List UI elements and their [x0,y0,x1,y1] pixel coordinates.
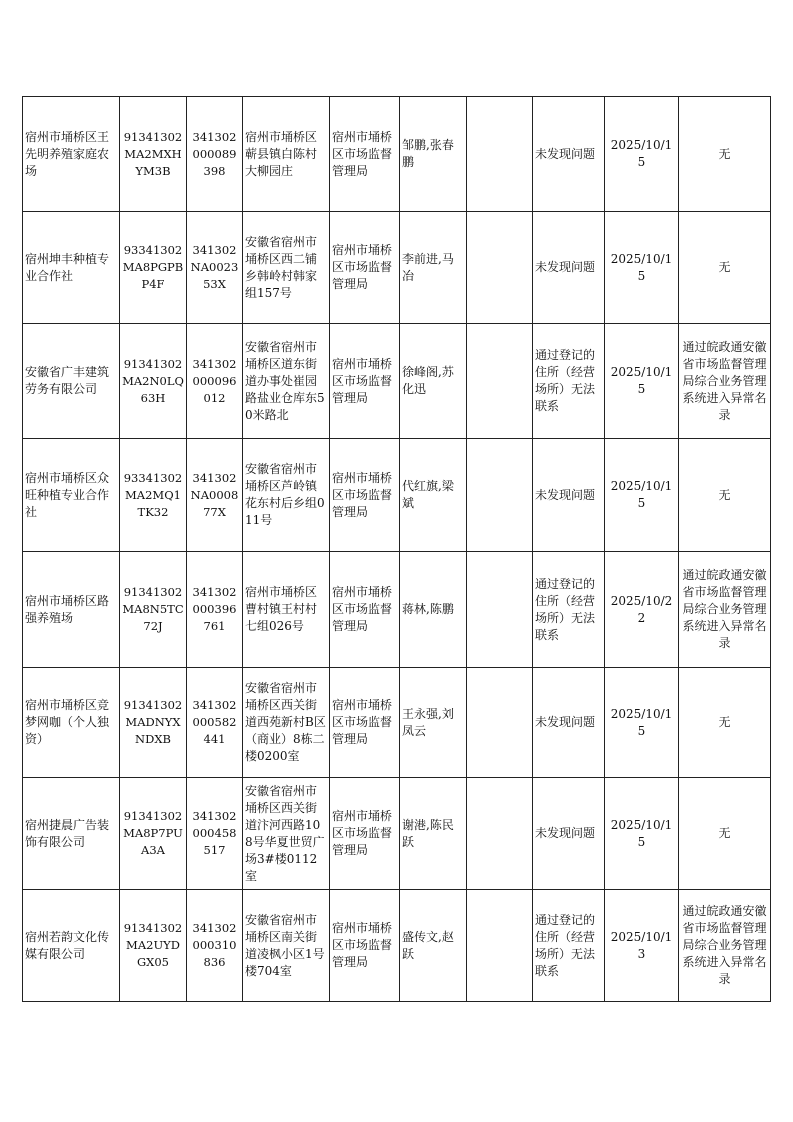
table-row [23,552,771,668]
company-name-cell: 宿州捷晨广告装饰有限公司 [23,778,120,890]
table-row [23,97,771,212]
registration-number-cell: 341302000089398 [187,97,243,212]
inspection-result-cell: 通过登记的住所（经营场所）无法联系 [533,552,605,668]
registration-number-cell: 341302000582441 [187,668,243,778]
disposal-cell: 无 [679,212,771,324]
blank-cell [467,97,533,212]
table-row [23,324,771,439]
registration-number-cell: 341302000396761 [187,552,243,668]
inspection-result-cell: 通过登记的住所（经营场所）无法联系 [533,890,605,1002]
inspection-date-cell: 2025/10/15 [605,324,679,439]
blank-cell [467,212,533,324]
inspection-results-table [22,96,771,1002]
company-name-cell: 宿州坤丰种植专业合作社 [23,212,120,324]
table-body [23,97,771,1002]
authority-cell: 宿州市埇桥区市场监督管理局 [330,668,400,778]
inspectors-cell: 王永强,刘凤云 [400,668,467,778]
inspection-date-cell: 2025/10/15 [605,439,679,552]
inspection-result-cell: 未发现问题 [533,668,605,778]
table-row [23,439,771,552]
authority-cell: 宿州市埇桥区市场监督管理局 [330,778,400,890]
credit-code-cell: 91341302MA8N5TC72J [120,552,187,668]
authority-cell: 宿州市埇桥区市场监督管理局 [330,439,400,552]
address-cell: 安徽省宿州市埇桥区西关街道西苑新村B区（商业）8栋二楼0200室 [243,668,330,778]
registration-number-cell: 341302NA002353X [187,212,243,324]
blank-cell [467,324,533,439]
blank-cell [467,890,533,1002]
credit-code-cell: 91341302MA2UYDGX05 [120,890,187,1002]
inspectors-cell: 盛传文,赵跃 [400,890,467,1002]
inspectors-cell: 谢港,陈民跃 [400,778,467,890]
authority-cell: 宿州市埇桥区市场监督管理局 [330,324,400,439]
inspection-date-cell: 2025/10/15 [605,97,679,212]
disposal-cell: 通过皖政通安徽省市场监督管理局综合业务管理系统进入异常名录 [679,324,771,439]
address-cell: 安徽省宿州市埇桥区南关街道凌枫小区1号楼704室 [243,890,330,1002]
disposal-cell: 通过皖政通安徽省市场监督管理局综合业务管理系统进入异常名录 [679,552,771,668]
address-cell: 安徽省宿州市埇桥区西二铺乡韩岭村韩家组157号 [243,212,330,324]
table-row [23,778,771,890]
table-row [23,668,771,778]
authority-cell: 宿州市埇桥区市场监督管理局 [330,97,400,212]
table-row [23,212,771,324]
inspection-date-cell: 2025/10/15 [605,212,679,324]
inspection-date-cell: 2025/10/13 [605,890,679,1002]
company-name-cell: 宿州市埇桥区王先明养殖家庭农场 [23,97,120,212]
inspection-result-cell: 通过登记的住所（经营场所）无法联系 [533,324,605,439]
disposal-cell: 无 [679,668,771,778]
disposal-cell: 无 [679,778,771,890]
inspection-result-cell: 未发现问题 [533,212,605,324]
company-name-cell: 宿州若韵文化传媒有限公司 [23,890,120,1002]
credit-code-cell: 91341302MA2N0LQ63H [120,324,187,439]
inspectors-cell: 徐峰阁,苏化迅 [400,324,467,439]
address-cell: 安徽省宿州市埇桥区芦岭镇花东村后乡组011号 [243,439,330,552]
credit-code-cell: 93341302MA8PGPBP4F [120,212,187,324]
inspection-date-cell: 2025/10/22 [605,552,679,668]
registration-number-cell: 341302NA000877X [187,439,243,552]
inspectors-cell: 代红旗,梁斌 [400,439,467,552]
table-row [23,890,771,1002]
inspection-date-cell: 2025/10/15 [605,668,679,778]
company-name-cell: 宿州市埇桥区众旺种植专业合作社 [23,439,120,552]
blank-cell [467,552,533,668]
inspection-date-cell: 2025/10/15 [605,778,679,890]
address-cell: 安徽省宿州市埇桥区道东街道办事处崔园路盐业仓库东50米路北 [243,324,330,439]
inspectors-cell: 李前进,马冶 [400,212,467,324]
credit-code-cell: 91341302MADNYXNDXB [120,668,187,778]
registration-number-cell: 341302000310836 [187,890,243,1002]
blank-cell [467,778,533,890]
authority-cell: 宿州市埇桥区市场监督管理局 [330,890,400,1002]
address-cell: 安徽省宿州市埇桥区西关街道汴河西路108号华夏世贸广场3#楼0112室 [243,778,330,890]
authority-cell: 宿州市埇桥区市场监督管理局 [330,212,400,324]
credit-code-cell: 91341302MA8P7PUA3A [120,778,187,890]
inspectors-cell: 蒋林,陈鹏 [400,552,467,668]
company-name-cell: 宿州市埇桥区路强养殖场 [23,552,120,668]
registration-number-cell: 341302000096012 [187,324,243,439]
registration-number-cell: 341302000458517 [187,778,243,890]
authority-cell: 宿州市埇桥区市场监督管理局 [330,552,400,668]
company-name-cell: 安徽省广丰建筑劳务有限公司 [23,324,120,439]
blank-cell [467,668,533,778]
address-cell: 宿州市埇桥区曹村镇王村村七组026号 [243,552,330,668]
address-cell: 宿州市埇桥区蕲县镇白陈村大柳园庄 [243,97,330,212]
company-name-cell: 宿州市埇桥区竞梦网咖（个人独资） [23,668,120,778]
disposal-cell: 无 [679,439,771,552]
inspection-result-cell: 未发现问题 [533,439,605,552]
disposal-cell: 无 [679,97,771,212]
inspectors-cell: 邹鹏,张春鹏 [400,97,467,212]
inspection-result-cell: 未发现问题 [533,97,605,212]
credit-code-cell: 93341302MA2MQ1TK32 [120,439,187,552]
credit-code-cell: 91341302MA2MXHYM3B [120,97,187,212]
blank-cell [467,439,533,552]
inspection-result-cell: 未发现问题 [533,778,605,890]
disposal-cell: 通过皖政通安徽省市场监督管理局综合业务管理系统进入异常名录 [679,890,771,1002]
